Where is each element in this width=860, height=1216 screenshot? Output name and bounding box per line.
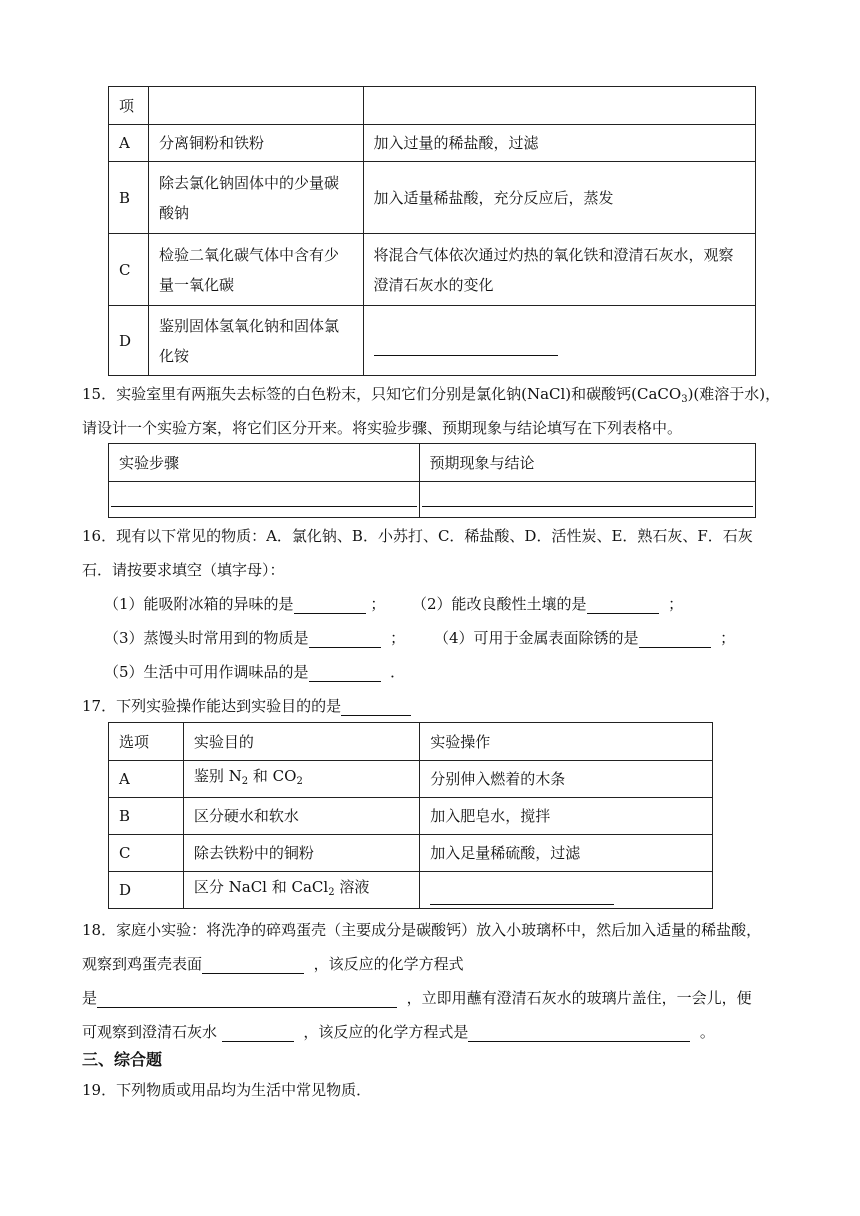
q16-prompt: （2）能改良酸性土壤的是: [412, 595, 587, 613]
q18-line4: [82, 1022, 715, 1042]
table-cell: 分离铜粉和铁粉: [148, 125, 363, 162]
answer-blank[interactable]: [430, 888, 614, 905]
table-cell: B: [109, 162, 149, 234]
cell-line: 澄清石灰水的变化: [373, 275, 494, 294]
table-cell: 加入过量的稀盐酸，过滤: [363, 125, 756, 162]
q16-prompt: （5）生活中可用作调味品的是: [104, 663, 309, 681]
table-cell: 加入适量稀盐酸，充分反应后，蒸发: [363, 162, 756, 234]
table-row: [109, 162, 756, 234]
q16-sep: ；: [668, 595, 684, 613]
table-header-cell: 实验目的: [183, 723, 419, 761]
q16-sep: ．: [390, 663, 406, 681]
q16-prompt: （4）可用于金属表面除锈的是: [434, 629, 639, 647]
table-cell: 加入肥皂水，搅拌: [420, 798, 713, 835]
table-cell: [148, 234, 363, 306]
table-header-cell: 实验操作: [420, 723, 713, 761]
answer-blank[interactable]: [294, 597, 366, 614]
cell-line: 化铵: [158, 346, 189, 365]
q18-line3: [82, 988, 752, 1008]
table-cell: [420, 872, 713, 909]
table-cell: [363, 87, 756, 125]
table-cell: 区分硬水和软水: [183, 798, 419, 835]
q16-part5: [104, 662, 405, 682]
table-row: [109, 482, 756, 518]
q16-prompt: （1）能吸附冰箱的异味的是: [104, 595, 294, 613]
cell-line: 酸钠: [158, 203, 189, 222]
q16-sep: ；: [720, 629, 736, 647]
table-cell: A: [109, 761, 184, 798]
cell-line: 检验二氧化碳气体中含有少: [158, 245, 339, 264]
table-cell: [419, 482, 755, 518]
answer-blank[interactable]: [222, 1025, 294, 1042]
formula-text: 溶液: [334, 878, 370, 896]
table-row: [109, 723, 713, 761]
table-cell: 分别伸入燃着的木条: [420, 761, 713, 798]
table-row: [109, 872, 713, 909]
q17-text: 17．下列实验操作能达到实验目的的是: [82, 697, 342, 715]
answer-blank[interactable]: [422, 492, 753, 507]
answer-blank[interactable]: [468, 1025, 690, 1042]
q16-prompt: （3）蒸馒头时常用到的物质是: [104, 629, 309, 647]
q18-text: 。: [699, 1023, 715, 1041]
table-row: [109, 761, 713, 798]
formula-text: 鉴别 N: [193, 767, 242, 785]
q17-line: [82, 696, 411, 716]
q18-text: ，立即用蘸有澄清石灰水的玻璃片盖住，一会儿，便: [406, 989, 752, 1007]
q16-line1: 16．现有以下常见的物质：A．氯化钠、B．小苏打、C．稀盐酸、D．活性炭、E．熟石灰、F．石灰: [82, 527, 753, 545]
q15-line1: [82, 384, 780, 410]
table-cell: [183, 872, 419, 909]
table-header-cell: 预期现象与结论: [419, 444, 755, 482]
q18-text: 可观察到澄清石灰水: [82, 1023, 218, 1041]
table-cell: [183, 761, 419, 798]
q16-sep: ；: [390, 629, 406, 647]
subscript: 3: [681, 394, 688, 405]
q18-text: 是: [82, 989, 98, 1007]
q18-line1: 18．家庭小实验：将洗净的碎鸡蛋壳（主要成分是碳酸钙）放入小玻璃杯中，然后加入适量的稀盐酸，: [82, 921, 762, 939]
table-cell: 项: [109, 87, 149, 125]
table-cell: D: [109, 306, 149, 376]
q16-sep: ；: [370, 595, 386, 613]
table-row: [109, 125, 756, 162]
answer-blank[interactable]: [309, 631, 381, 648]
q16-part4: [434, 628, 735, 648]
q18-text: ，该反应的化学方程式: [313, 955, 464, 973]
table-row: [109, 306, 756, 376]
table-row: [109, 87, 756, 125]
answer-blank[interactable]: [97, 991, 397, 1008]
table-row: [109, 835, 713, 872]
table-cell: D: [109, 872, 184, 909]
table-cell: 除去铁粉中的铜粉: [183, 835, 419, 872]
answer-blank[interactable]: [587, 597, 659, 614]
table-cell: A: [109, 125, 149, 162]
cell-line: 除去氯化钠固体中的少量碳: [158, 173, 339, 192]
answer-blank[interactable]: [374, 339, 558, 356]
formula-text: 和 CO: [248, 767, 297, 785]
q15-text: 15．实验室里有两瓶失去标签的白色粉末，只知它们分别是氯化钠(NaCl)和碳酸钙(CaCO: [82, 385, 682, 403]
answer-blank[interactable]: [341, 699, 411, 716]
table-header-cell: 选项: [109, 723, 184, 761]
subscript: 2: [241, 776, 249, 787]
cell-line: 量一氧化碳: [158, 275, 234, 294]
q18-line2: [82, 954, 464, 974]
table-cell: C: [109, 835, 184, 872]
table-cell: [363, 234, 756, 306]
table-header-cell: 实验步骤: [109, 444, 420, 482]
section-heading: 三、综合题: [82, 1050, 163, 1069]
q17-table: [108, 722, 713, 909]
q18-text: 观察到鸡蛋壳表面: [82, 955, 203, 973]
table-cell: C: [109, 234, 149, 306]
answer-blank[interactable]: [309, 665, 381, 682]
table-cell: [148, 162, 363, 234]
cell-line: 将混合气体依次通过灼热的氧化铁和澄清石灰水，观察: [373, 245, 734, 264]
subscript: 2: [296, 776, 303, 787]
table-cell: 加入足量稀硫酸，过滤: [420, 835, 713, 872]
table-row: [109, 234, 756, 306]
table-cell: [363, 306, 756, 376]
table-row: [109, 444, 756, 482]
answer-blank[interactable]: [111, 492, 417, 507]
answer-blank[interactable]: [202, 957, 304, 974]
q16-part1: [104, 594, 385, 614]
q14-table: [108, 86, 756, 376]
table-cell: [148, 306, 363, 376]
q16-part3: [104, 628, 405, 648]
cell-line: 鉴别固体氢氧化钠和固体氯: [158, 316, 339, 335]
q15-line2: 请设计一个实验方案，将它们区分开来。将实验步骤、预期现象与结论填写在下列表格中。: [82, 419, 683, 437]
subscript: 2: [328, 887, 335, 898]
table-cell: [109, 482, 420, 518]
table-cell: B: [109, 798, 184, 835]
q19-line: 19．下列物质或用品均为生活中常见物质．: [82, 1081, 372, 1099]
table-cell: [148, 87, 363, 125]
q16-part2: [412, 594, 683, 614]
q15-table: [108, 443, 756, 518]
q18-text: ，该反应的化学方程式是: [303, 1023, 469, 1041]
q16-line2: 石．请按要求填空（填字母）：: [82, 561, 285, 579]
answer-blank[interactable]: [639, 631, 711, 648]
q15-text-end: )(难溶于水)，: [687, 385, 781, 403]
table-row: [109, 798, 713, 835]
formula-text: 区分 NaCl 和 CaCl: [193, 878, 329, 896]
